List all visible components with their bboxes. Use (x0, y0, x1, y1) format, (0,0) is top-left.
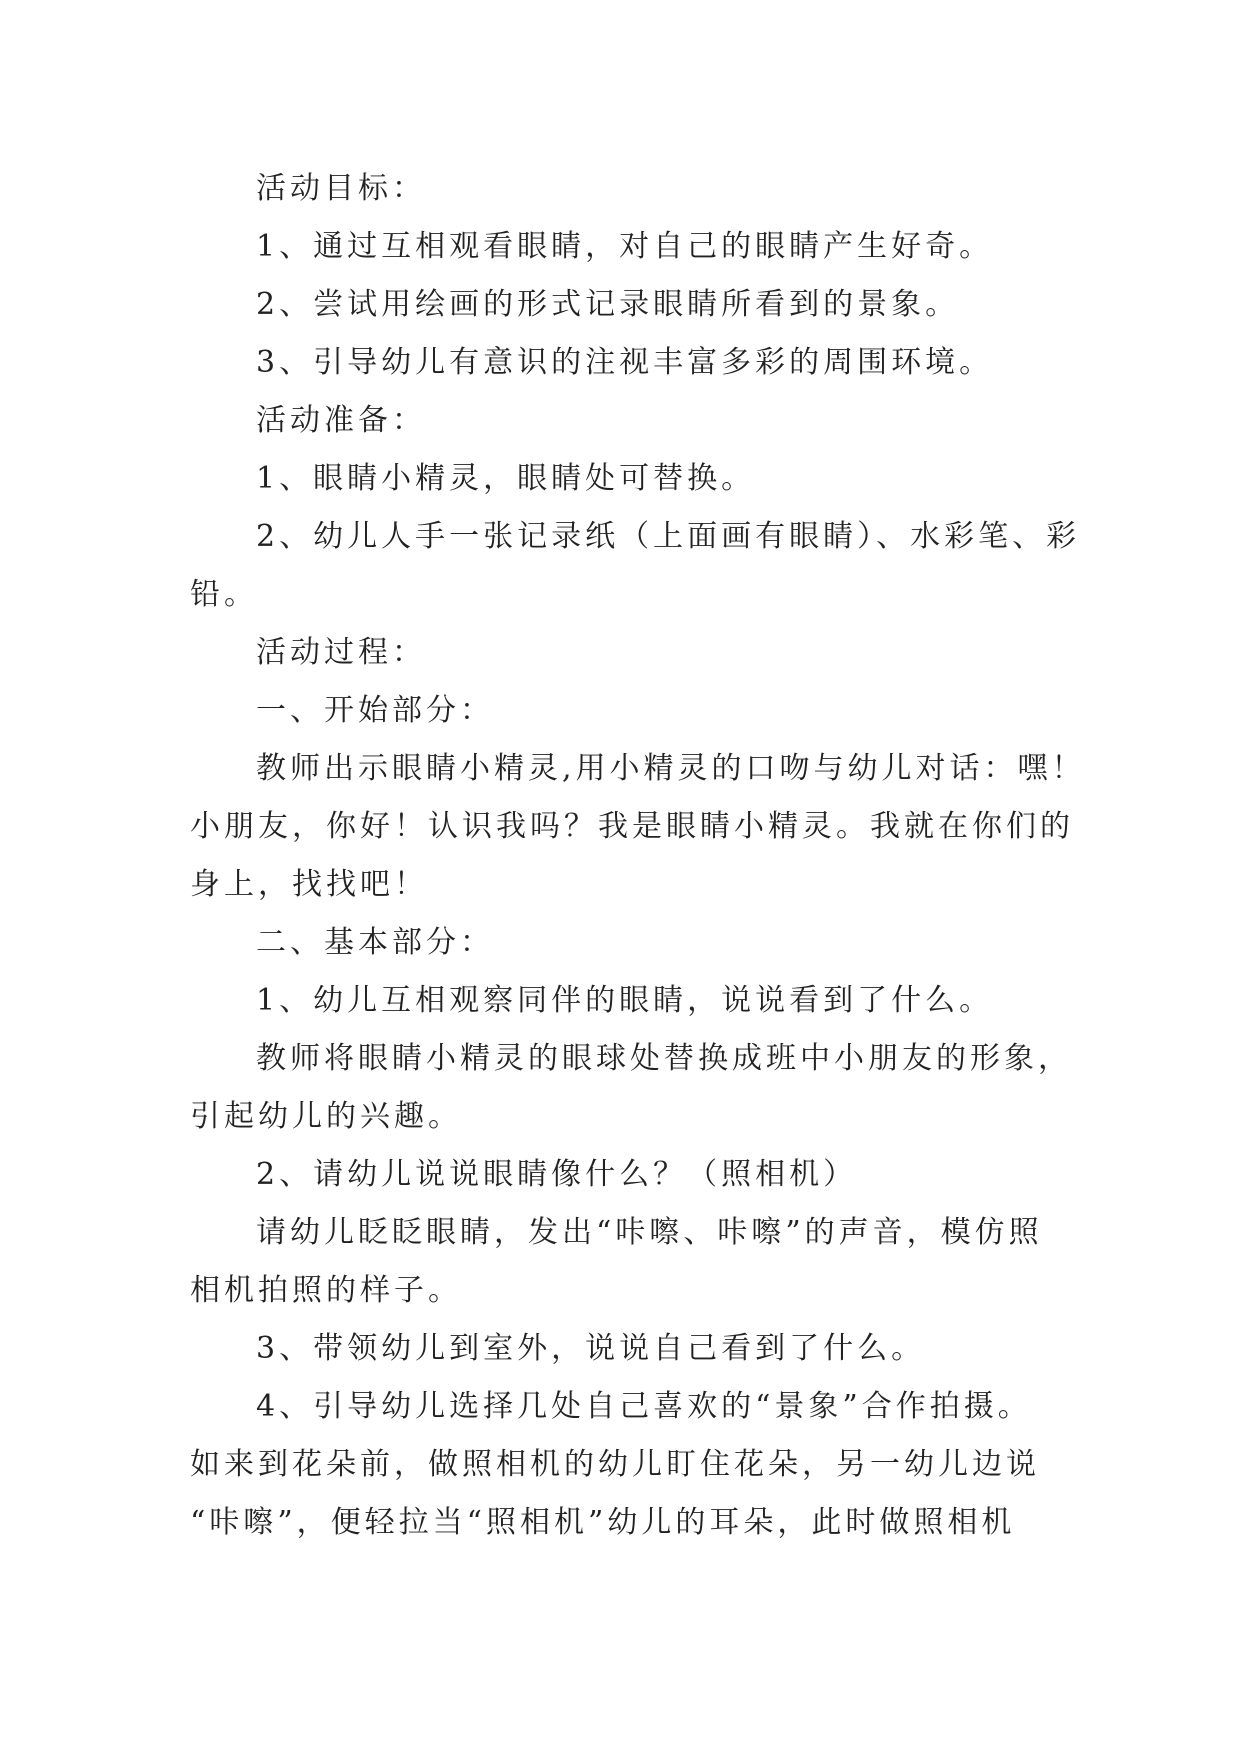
paragraph-line: 3、引导幼儿有意识的注视丰富多彩的周围环境。 (256, 345, 994, 380)
paragraph-line: 3、带领幼儿到室外，说说自己看到了什么。 (256, 1331, 926, 1366)
paragraph-line: 4、引导幼儿选择几处自己喜欢的“景象”合作拍摄。 (256, 1389, 1032, 1424)
paragraph-line: 相机拍照的样子。 (190, 1273, 462, 1308)
paragraph-line: 1、通过互相观看眼睛，对自己的眼睛产生好奇。 (256, 229, 994, 264)
paragraph-line: 教师出示眼睛小精灵,用小精灵的口吻与幼儿对话：嘿！ (256, 751, 1086, 786)
document-body (190, 160, 1086, 1552)
paragraph-line: 2、尝试用绘画的形式记录眼睛所看到的景象。 (256, 287, 960, 322)
paragraph-line: “咔嚓”，便轻拉当“照相机”幼儿的耳朵，此时做照相机 (190, 1505, 1016, 1540)
section-heading-process: 活动过程： (256, 635, 426, 670)
paragraph-line: 1、眼睛小精灵，眼睛处可替换。 (256, 461, 756, 496)
paragraph-line: 小朋友，你好！认识我吗？我是眼睛小精灵。我就在你们的 (190, 809, 1074, 844)
paragraph-line: 2、请幼儿说说眼睛像什么？（照相机） (256, 1157, 858, 1192)
paragraph-line: 1、幼儿互相观察同伴的眼睛，说说看到了什么。 (256, 983, 994, 1018)
paragraph-line: 引起幼儿的兴趣。 (190, 1099, 462, 1134)
paragraph-line: 教师将眼睛小精灵的眼球处替换成班中小朋友的形象， (256, 1041, 1072, 1076)
paragraph-line: 请幼儿眨眨眼睛，发出“咔嚓、咔嚓”的声音，模仿照 (256, 1215, 1043, 1250)
paragraph-line: 身上，找找吧！ (190, 867, 428, 902)
subsection-heading-basic: 二、基本部分： (256, 925, 494, 960)
subsection-heading-start: 一、开始部分： (256, 693, 494, 728)
section-heading-goals: 活动目标： (256, 171, 426, 206)
paragraph-line: 2、幼儿人手一张记录纸（上面画有眼睛）、水彩笔、彩 (256, 519, 1081, 554)
paragraph-line: 铅。 (190, 577, 258, 612)
paragraph-line: 如来到花朵前，做照相机的幼儿盯住花朵，另一幼儿边说 (190, 1447, 1040, 1482)
section-heading-preparation: 活动准备： (256, 403, 426, 438)
